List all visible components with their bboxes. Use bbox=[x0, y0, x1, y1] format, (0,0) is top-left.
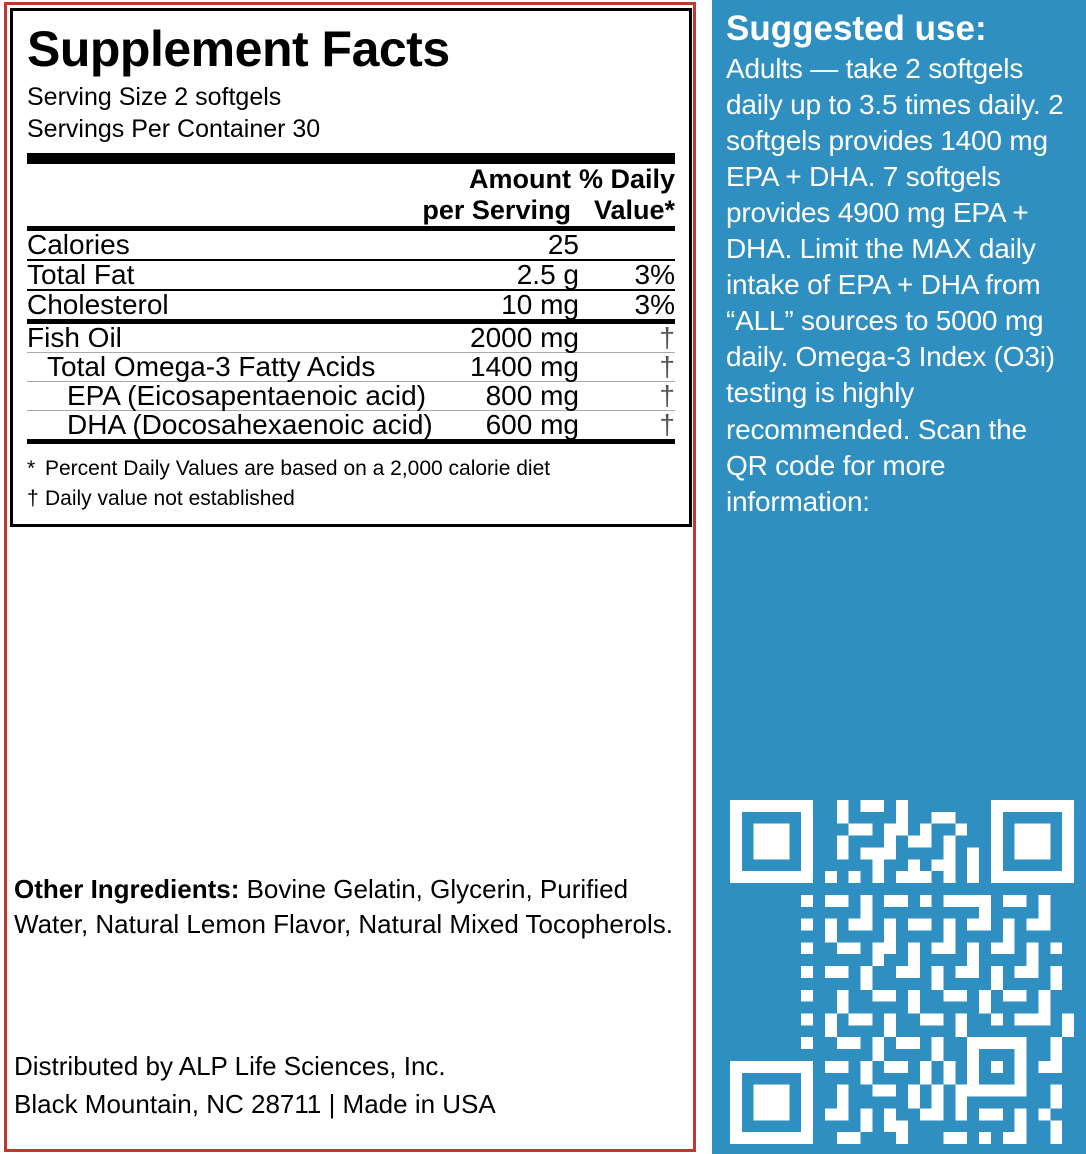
row-amount: 1400 mg bbox=[470, 350, 579, 382]
row-name: Total Fat bbox=[27, 258, 135, 290]
page-title: Supplement Facts bbox=[27, 21, 450, 77]
row-name: EPA (Eicosapentaenoic acid) bbox=[67, 379, 427, 411]
header-dv-line2: Value* bbox=[593, 194, 675, 225]
row-name: Calories bbox=[27, 228, 130, 260]
suggested-use-title: Suggested use: bbox=[726, 9, 987, 48]
facts-rows-fishoil bbox=[27, 321, 675, 353]
footnotes bbox=[27, 444, 675, 515]
row-daily-value: † bbox=[659, 379, 675, 411]
distributor-block bbox=[14, 1048, 684, 1123]
facts-rows-fat bbox=[27, 258, 675, 290]
footnote-mark: † bbox=[27, 486, 39, 510]
row-name: Fish Oil bbox=[27, 321, 122, 353]
row-amount: 2.5 g bbox=[516, 258, 579, 290]
row-daily-value: † bbox=[659, 321, 675, 353]
qr-code-icon[interactable] bbox=[730, 800, 1078, 1148]
facts-rows-epa bbox=[27, 379, 675, 411]
row-amount: 2000 mg bbox=[470, 321, 579, 353]
footnote-asterisk bbox=[27, 454, 675, 484]
suggested-use-panel bbox=[712, 0, 1086, 1154]
table-row bbox=[27, 231, 675, 259]
table-row bbox=[27, 261, 675, 289]
header-amount-line1: Amount bbox=[468, 164, 571, 194]
servings-per-container: Servings Per Container 30 bbox=[27, 115, 321, 143]
row-daily-value: 3% bbox=[634, 258, 675, 290]
row-amount: 10 mg bbox=[501, 288, 579, 320]
row-daily-value: † bbox=[659, 408, 675, 440]
other-ingredients bbox=[14, 872, 684, 942]
serving-size: Serving Size 2 softgels bbox=[27, 83, 282, 111]
supplement-facts-box bbox=[10, 8, 692, 527]
other-ingredients-text: Bovine Gelatin, Glycerin, Purified Water, Natural Lemon Flavor, Natural Mixed Tocopherols. bbox=[14, 874, 673, 940]
table-header-row bbox=[27, 164, 675, 226]
qr-code-svg bbox=[730, 800, 1074, 1144]
distributor-line-1: Distributed by ALP Life Sciences, Inc. bbox=[14, 1051, 446, 1081]
row-name: Total Omega-3 Fatty Acids bbox=[47, 350, 376, 382]
table-row bbox=[27, 353, 675, 381]
facts-table bbox=[27, 164, 675, 226]
row-amount: 600 mg bbox=[485, 408, 579, 440]
distributor-line-2: Black Mountain, NC 28711 | Made in USA bbox=[14, 1088, 496, 1119]
row-amount: 25 bbox=[547, 228, 579, 260]
facts-rows-dha bbox=[27, 408, 675, 440]
table-row bbox=[27, 411, 675, 439]
row-name: Cholesterol bbox=[27, 288, 169, 320]
header-daily-value bbox=[579, 164, 675, 226]
facts-rows-top bbox=[27, 228, 675, 260]
row-daily-value: † bbox=[659, 350, 675, 382]
suggested-use-body: Adults — take 2 softgels daily up to 3.5 times daily. 2 softgels provides 1400 mg EPA + DHA. 7 softgels provides 4900 mg EPA + DHA. Limit the MAX daily intake of EPA + DHA from “ALL” sources to 5000 mg daily. Omega-3 Index (O3i) testing is highly recommended. Scan the QR code for more information: bbox=[726, 52, 1064, 517]
footnote-text: Percent Daily Values are based on a 2,000 calorie diet bbox=[45, 456, 551, 480]
row-amount: 800 mg bbox=[485, 379, 579, 411]
header-dv-line1: % Daily bbox=[578, 164, 675, 194]
other-ingredients-label: Other Ingredients: bbox=[14, 874, 240, 904]
footnote-mark: * bbox=[27, 456, 36, 480]
table-row bbox=[27, 291, 675, 319]
table-row bbox=[27, 382, 675, 410]
facts-rows-chol bbox=[27, 288, 675, 320]
divider-thick-top bbox=[27, 153, 675, 164]
header-amount bbox=[27, 164, 579, 226]
footnote-dagger bbox=[27, 484, 675, 514]
row-daily-value: 3% bbox=[634, 288, 675, 320]
facts-rows-omega bbox=[27, 350, 675, 382]
row-name: DHA (Docosahexaenoic acid) bbox=[67, 408, 433, 440]
row-daily-value bbox=[579, 231, 675, 259]
header-amount-line2: per Serving bbox=[422, 194, 571, 225]
table-row bbox=[27, 324, 675, 352]
footnote-text: Daily value not established bbox=[45, 486, 295, 510]
